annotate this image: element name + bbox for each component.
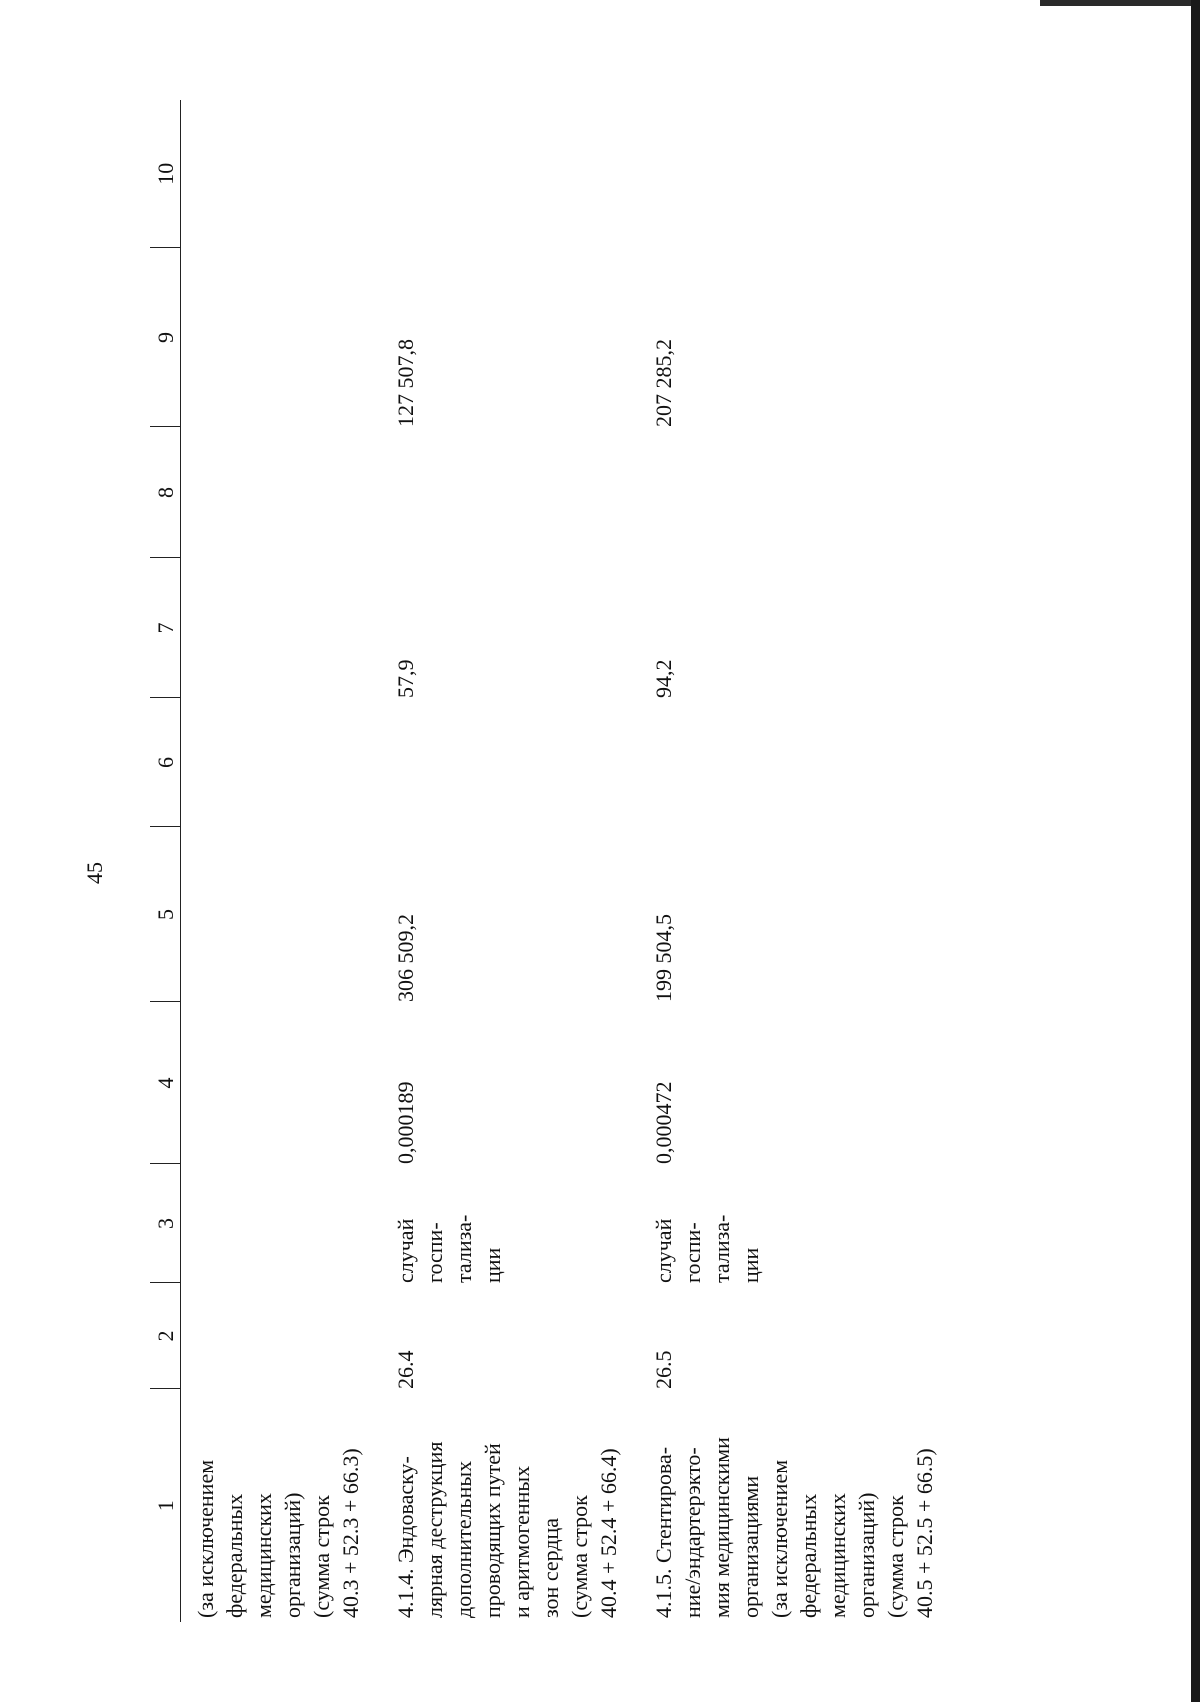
row-value-col9: 207 285,2 — [651, 339, 676, 427]
row-value-col8 — [365, 427, 623, 558]
row-value-col6 — [623, 698, 939, 827]
row-value-col7 — [181, 558, 366, 698]
data-table — [150, 100, 939, 1622]
row-value-col9 — [181, 248, 366, 427]
row-value-col5 — [181, 827, 366, 1002]
row-value-col8 — [181, 427, 366, 558]
table-row — [181, 100, 366, 1622]
row-description: 4.1.5. Стентирова- ние/эндартерэкто- мия медицинскими организациями (за исключением федеральных медицинских организаций) (сумма строк 40.5 + 52.5 + 66.5) — [651, 1437, 937, 1618]
column-header: 1 — [150, 1389, 181, 1622]
column-header: 6 — [150, 698, 181, 827]
row-unit: случай госпи- тализа- ции — [393, 1214, 505, 1283]
row-unit: случай госпи- тализа- ции — [651, 1214, 763, 1283]
rotated-table-container — [150, 100, 937, 1622]
row-value-col9: 127 507,8 — [393, 339, 418, 427]
column-header: 9 — [150, 248, 181, 427]
table-row — [365, 100, 623, 1622]
row-value-col4: 0,000189 — [393, 1081, 418, 1164]
scan-edge-top — [1040, 0, 1200, 6]
row-value-col4: 0,000472 — [651, 1081, 676, 1164]
row-value-col10 — [181, 100, 366, 248]
row-value-col5: 306 509,2 — [393, 914, 418, 1002]
page-number: 45 — [82, 862, 107, 884]
row-value-col4 — [181, 1002, 366, 1164]
column-header: 3 — [150, 1164, 181, 1283]
scan-edge-right — [1191, 0, 1200, 1702]
row-line-code: 26.4 — [393, 1350, 418, 1389]
row-description: 4.1.4. Эндоваску- лярная деструкция дополнительных проводящих путей и аритмогенных зон сердца (сумма строк 40.4 + 52.4 + 66.4) — [393, 1441, 621, 1618]
row-line-code — [181, 1283, 366, 1389]
row-value-col10 — [623, 100, 939, 248]
column-header: 10 — [150, 100, 181, 248]
column-header: 5 — [150, 827, 181, 1002]
column-header: 4 — [150, 1002, 181, 1164]
row-unit — [181, 1164, 366, 1283]
column-header: 2 — [150, 1283, 181, 1389]
row-value-col6 — [365, 698, 623, 827]
row-value-col8 — [623, 427, 939, 558]
row-value-col7: 94,2 — [651, 659, 676, 698]
column-header: 7 — [150, 558, 181, 698]
row-value-col7: 57,9 — [393, 659, 418, 698]
row-line-code: 26.5 — [651, 1350, 676, 1389]
row-value-col5: 199 504,5 — [651, 914, 676, 1002]
table-row — [623, 100, 939, 1622]
row-value-col6 — [181, 698, 366, 827]
row-description: (за исключением федеральных медицинских организаций) (сумма строк 40.3 + 52.3 + 66.3) — [193, 1448, 363, 1618]
column-header: 8 — [150, 427, 181, 558]
row-value-col10 — [365, 100, 623, 248]
column-number-header — [150, 100, 181, 1622]
